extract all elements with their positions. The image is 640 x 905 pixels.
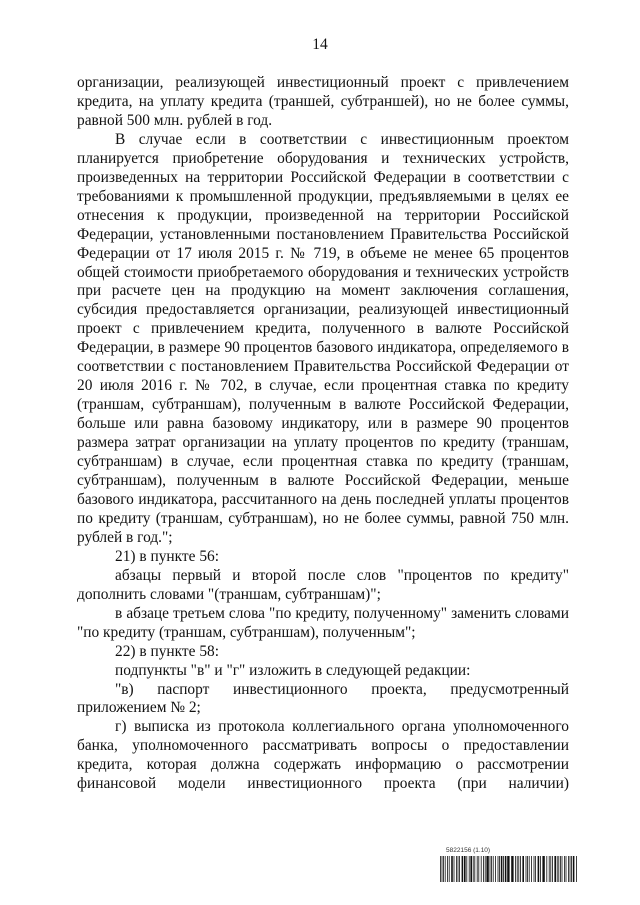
barcode-bar (527, 856, 528, 882)
barcode-image (440, 856, 578, 882)
barcode-bar (442, 856, 443, 882)
barcode-bar (518, 856, 519, 882)
barcode-bar (454, 856, 455, 882)
barcode-bar (445, 856, 446, 882)
paragraph-item-21-third: в абзаце третьем слова "по кредиту, полученному" заменить словами "по кредиту (траншам, субтраншам), полученным"; (77, 604, 569, 641)
barcode-bar (517, 856, 518, 882)
barcode-bar (481, 856, 482, 882)
barcode-bar (507, 856, 509, 882)
document-body (77, 74, 569, 794)
barcode-bar (464, 856, 466, 882)
barcode-bar (485, 856, 486, 882)
barcode-bar (570, 856, 571, 882)
barcode-bar (478, 856, 479, 882)
barcode-bar (449, 856, 450, 882)
barcode-bar (568, 856, 569, 882)
barcode-bar (550, 856, 551, 882)
barcode-bar (469, 856, 470, 882)
barcode-bar (566, 856, 567, 882)
barcode-bar (562, 856, 563, 882)
barcode-bar (486, 856, 488, 882)
barcode-bar (456, 856, 457, 882)
barcode-bar (466, 856, 467, 882)
barcode-bar (538, 856, 540, 882)
barcode-bar (554, 856, 556, 882)
barcode-bar (571, 856, 572, 882)
barcode-bar (560, 856, 561, 882)
barcode-bar (503, 856, 504, 882)
barcode-bar (491, 856, 492, 882)
barcode-bar (576, 856, 577, 882)
barcode-bar (459, 856, 460, 882)
paragraph-item-22-subitems: подпункты "в" и "г" изложить в следующей редакции: (115, 661, 471, 679)
paragraph-continuation: организации, реализующей инвестиционный проект с привлечением кредита, на уплату кредита (траншей, субтраншей), но не более суммы, равной 500 млн. рублей в год. (77, 74, 569, 129)
barcode-bar (470, 856, 472, 882)
page-number: 14 (312, 36, 328, 53)
barcode-bar (573, 856, 575, 882)
barcode-bar (501, 856, 503, 882)
barcode-bar (462, 856, 464, 882)
barcode-bar (443, 856, 444, 882)
barcode-bar (511, 856, 513, 882)
barcode-bar (529, 856, 530, 882)
barcode-bar (557, 856, 558, 882)
barcode-bar (474, 856, 475, 882)
barcode-bar (473, 856, 474, 882)
barcode-bar (493, 856, 494, 882)
barcode-bar (477, 856, 478, 882)
paragraph-subsidy-conditions: В случае если в соответствии с инвестиционным проектом планируется приобретение оборудования и технических устройств, произведенных на территории Российской Федерации в соответствии с требованиями к промышленной продукции, предъявляемыми в целях ее отнесения к продукции, произведенной на территории Российской Федерации, установленными постановлением Правительства Российской Федерации от 17 июля 2015 г. № 719, в объеме не менее 65 процентов общей стоимости приобретаемого оборудования и технических устройств при расчете цен на продукцию на момент заключения соглашения, субсидия предоставляется организации, реализующей инвестиционный проект с привлечением кредита, полученного в валюте Российской Федерации, в размере 90 процентов базового индикатора, определяемого в соответствии с постановлением Правительства Российской Федерации от 20 июля 2016 г. № 702, в случае, если процентная ставка по кредиту (траншам, субтраншам), полученным в валюте Российской Федерации, больше или равна базовому индикатору, или в размере 90 процентов размера затрат организации на уплату процентов по кредиту (траншам, субтраншам) в случае, если процентная ставка по кредиту (траншам, субтраншам), полученным в валюте Российской Федерации, меньше базового индикатора, рассчитанного на день последней уплаты процентов по кредиту (траншам, субтраншам), но не более суммы, равной 750 млн. рублей в год."; (77, 130, 569, 546)
barcode-bar (447, 856, 448, 882)
barcode-bar (542, 856, 544, 882)
barcode-bar (498, 856, 499, 882)
barcode-bar (564, 856, 565, 882)
barcode-bar (522, 856, 524, 882)
barcode-bar (495, 856, 496, 882)
barcode-bar (526, 856, 527, 882)
paragraph-item-22: 22) в пункте 58: (115, 642, 219, 660)
document-code: 5822156 (1.10) (446, 847, 491, 854)
barcode-bar (483, 856, 484, 882)
barcode-bar (552, 856, 553, 882)
barcode-bar (531, 856, 532, 882)
paragraph-subitem-g: г) выписка из протокола коллегиального органа уполномоченного банка, уполномоченного рассматривать вопросы о предоставлении кредита, которая должна содержать информацию о рассмотрении финансовой модели инвестиционного проекта (при наличии) (77, 718, 569, 793)
barcode-bar (549, 856, 550, 882)
barcode-bar (490, 856, 491, 882)
barcode-bar (499, 856, 500, 882)
barcode-bar (540, 856, 541, 882)
barcode-bar (534, 856, 535, 882)
barcode-bar (451, 856, 453, 882)
paragraph-item-21-first-second: абзацы первый и второй после слов "процентов по кредиту" дополнить словами "(траншам, субтраншам)"; (77, 566, 569, 603)
paragraph-item-21: 21) в пункте 56: (115, 547, 219, 565)
barcode-bar (440, 856, 441, 882)
barcode-bar (546, 856, 547, 882)
paragraph-subitem-v: "в) паспорт инвестиционного проекта, предусмотренный приложением № 2; (77, 680, 569, 717)
barcode-bar (515, 856, 516, 882)
barcode-bar (535, 856, 536, 882)
barcode-bar (458, 856, 459, 882)
barcode-bar (520, 856, 521, 882)
barcode-bar (558, 856, 559, 882)
barcode-bar (505, 856, 507, 882)
